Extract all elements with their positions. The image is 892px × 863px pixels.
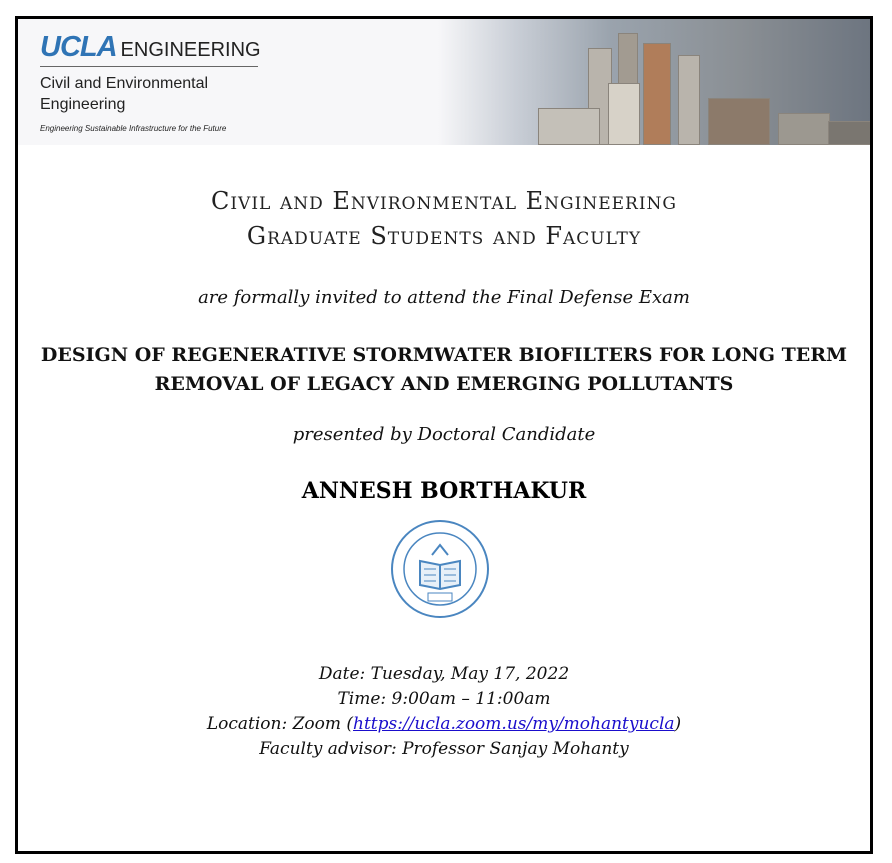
event-date: Date: Tuesday, May 17, 2022	[318, 664, 570, 684]
event-details	[18, 662, 870, 762]
tagline: Engineering Sustainable Infrastructure for the Future	[40, 124, 227, 133]
location-suffix: )	[674, 714, 682, 734]
header-banner	[18, 19, 870, 145]
presented-by: presented by Doctoral Candidate	[292, 424, 596, 445]
event-time: Time: 9:00am – 11:00am	[337, 689, 551, 709]
city-skyline-image	[438, 19, 870, 145]
thesis-title-line-2: REMOVAL OF LEGACY AND EMERGING POLLUTANTS	[154, 373, 734, 395]
candidate-name: ANNESH BORTHAKUR	[301, 478, 587, 504]
audience-line-2: Graduate Students and Faculty	[246, 222, 642, 250]
location-label: Location: Zoom (	[206, 714, 354, 734]
audience-line-1: Civil and Environmental Engineering	[210, 187, 678, 215]
logo-divider	[40, 66, 258, 67]
logo-ucla: UCLA	[40, 31, 117, 63]
uc-seal-icon	[390, 519, 490, 619]
zoom-link[interactable]: https://ucla.zoom.us/my/mohantyucla	[353, 714, 675, 734]
faculty-advisor: Faculty advisor: Professor Sanjay Mohanty	[259, 739, 629, 759]
thesis-title	[18, 341, 870, 399]
invitation-document	[15, 16, 873, 854]
thesis-title-line-1: DESIGN OF REGENERATIVE STORMWATER BIOFILTERS FOR LONG TERM	[40, 344, 848, 366]
event-location	[18, 712, 870, 737]
logo-engineering: ENGINEERING	[120, 39, 261, 61]
department-name: Civil and Environmental Engineering	[40, 75, 209, 113]
invitation-text: are formally invited to attend the Final Defense Exam	[198, 287, 690, 308]
ucla-engineering-logo	[40, 31, 261, 133]
